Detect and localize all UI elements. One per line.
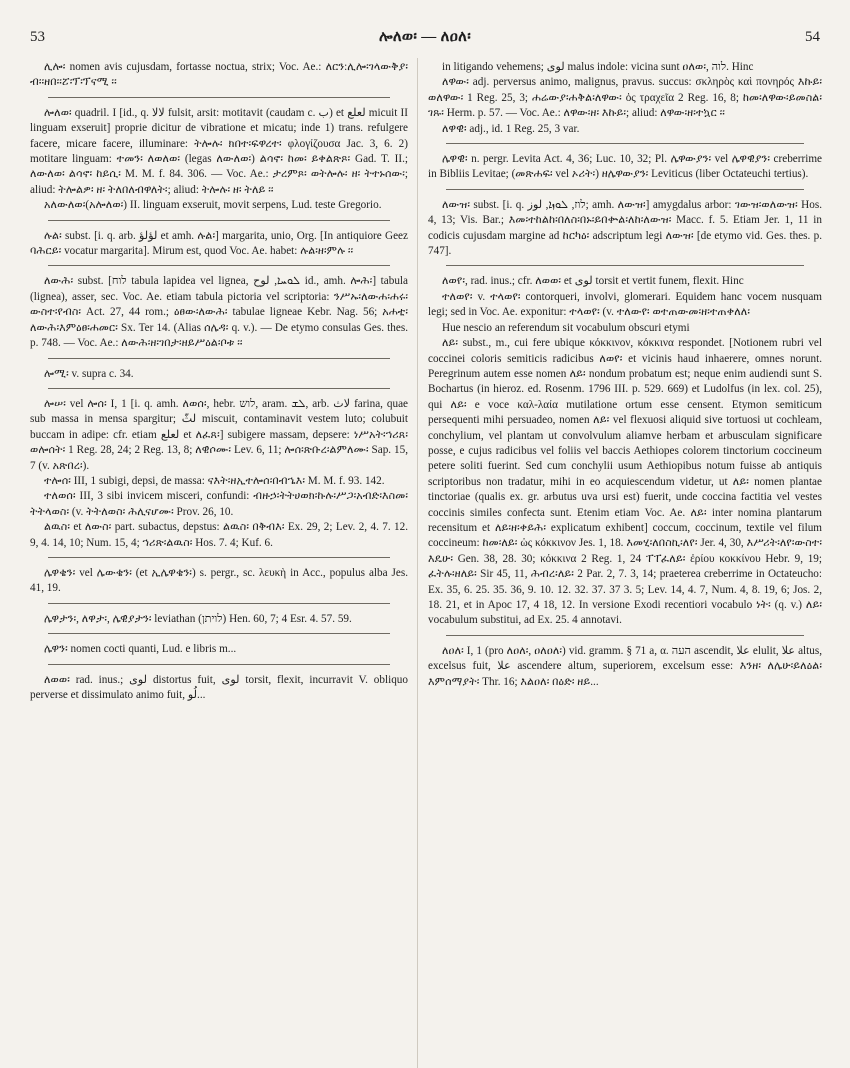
page-header [30,26,820,48]
dictionary-entry [428,644,822,690]
entry-paragraph: ሌዋቄን፡ vel ሌውቄን፡ (et ኢሌዋቄን፡) s. pergr., sc. λευκὴ in Acc., populus alba Jes. 41, 19. [30,566,408,595]
entry-paragraph: ለውሕ፡ subst. [לוח tabula lapidea vel lignea, ܠܘܚܐ, لوح id., amh. ሎሕ፡] tabula (lignea), asser, sec. Voc. Ae. etiam tabula pictoria vel scriptoria: ንሥኡ፡ለውሐ፡ሐሩ፡ውስተ፡የብስ፡ Act. 27, 44 rom.; ዕፀው፡ለውሕ፡ tabulae ligneae Kebr. Nag. 56; አሐቲ፡ለውሕ፡እምዕፀ፡ሐመር፡ Sx. Ter 14. (Alias ሰሌዳ፡ q. v.). — De etymo consulas Ges. thes. p. 748. — Voc. Ae.: ለውሕ፡ዘ፡ገበታ፡ዘይሥዕል፡ቦቱ ፡፡ [30,275,409,350]
dictionary-entry [30,229,408,260]
entry-separator [48,603,390,604]
entry-separator [48,97,390,98]
dictionary-entry [30,397,408,551]
dictionary-entry [30,60,408,91]
left-column [30,60,408,707]
dictionary-entry [428,274,822,628]
running-title: ሎለወ፡ — ለዐለ፡ [378,29,472,45]
right-column [428,60,822,694]
entry-paragraph: ሌዋታን፡, ለዋታ፡, ሌዊያታን፡ leviathan (לויתן) Hen. 60, 7; 4 Esr. 4. 57. 59. [44,612,352,625]
entry-paragraph: ለወየ፡, rad. inus.; cfr. ለወወ፡ et لوى torsit et vertit funem, flexit. Hinc [442,275,744,288]
entry-separator [48,265,390,266]
entry-separator [48,633,390,634]
dictionary-entry [30,612,408,627]
entry-paragraph: ሌዋዊ፡ n. pergr. Levita Act. 4, 36; Luc. 10, 32; Pl. ሌዋውያን፡ vel ሌዋዊያን፡ creberrime in Bibliis Levitae; (መጽሐፍ፡ vel ኦሪት፡) ዘሌዋውያን፡ Leviticus (liber Octateuchi tertius). [428,153,822,181]
entry-separator [48,358,390,359]
dictionary-entry [30,106,408,214]
entry-separator [48,220,390,221]
dictionary-entry [428,198,822,260]
dictionary-entry [30,274,408,351]
entry-paragraph: ለይ፡ subst., m., cui fere ubique κόκκινον, κόκκινα respondet. [Notionem rubri vel coccinei coloris semiticis radicibus ለወየ፡ et vicinis haud inhaerere, omnes norunt. Peregrinum autem esse nomen ለይ፡ nondum probatum est; neque enim audiendi sunt S. Bochartus (in hieroz. ed. Rosenm. 1796 III. p. 529. 669) et Ludolfus (in lex. col. 25), qui ለይ፡ e voce καλ-λαία mutilatione ortum esse censent. Etymon semiticum persequenti mihi persuadeo, nomen ለይ፡ vel flexuosi aliquid sive tortuosi ut cochleam, conchylium, vel plantam ut convolvulum aliamve herbam et arbusculam significare posse, e cujus radicibus vel foliis vel baccis Aethiopes colorem tinctorium coccineum petere soliti fuerint. Sed cum conchylii usum Aethiopibus notum fuisse ab antiquis scriptoribus non tradatur, mihi in eo acquiescendum videtur, ut ለይ፡ nomen plantae tinctoriae (qualis ex. gr. arbutus uva ursi est) fuerit, unde coccina factitia vel vestes coccinis similes confecta sunt. Etenim etiam Voc. Ae. ለይ፡ inter nomina plantarum recensitum et ለይ፡ዘ፡ቀይሕ፡ explicatum exhibent] coccum, coccinum, textile vel filum coccineum: ከመ፡ለይ፡ ὡς κόκκινον Jes. 1, 18. እመሂ፡ለበስኪ፡ለየ፡ Jer. 4, 30, እሥሪት፡ለየ፡ውስተ፡እዴሁ፡ Gen. 38, 28. 30; κόκκινα 2 Reg. 1, 24 ፐፐፈለይ፡ ἐρίου κοκκίνου Hebr. 9, 19; ፈትሉ፡ዘለይ፡ Sir 45, 11, ሕብረ፡ለይ፡ 2 Par. 2, 7. 3, 14; praeterea creberrime in Octateucho: Ex. 35, 6. 25. 35. 36, 9. 10. 12. 32. 37. 37 3. 5; Lev. 14, 4. 7, Num. 4, 8. 19, 6; Jos. 2, 18. 21, et in Apoc 17, 4 18, 12. In versione Exodi recentiori vocabulo ነት፡ (q. v.) ለይ፡ vocabulum substitui, ad Ex. 25. 4 annotavi. [428,337,822,627]
page-number-left: 53 [30,28,45,45]
dictionary-entry [428,152,822,183]
entry-paragraph: ለዋዊ፡ adj., id. 1 Reg. 25, 3 var. [442,122,580,135]
dictionary-entry [30,673,408,704]
entry-paragraph: ሌዋን፡ nomen cocti quanti, Lud. e libris m... [44,643,237,656]
entry-paragraph: ሎሠ፡ vel ሎሰ፡ I, 1 [i. q. amh. ለወሰ፡, hebr. לוש, aram. ܠܫ, arb. لاث farina, quae sub massa in mensa spargitur; لثّ miscuit, contaminavit vestem luto; colubuit buccam in adipe: cfr. etiam لعلع et ለፈጸ፡] subigere massam, depsere: ነሥአት፡ኀሪጸ፡ወሎሰት፡ 1 Reg. 28, 24; 2 Reg. 13, 8; ለዊሶሙ፡ Lev. 6, 11; ሎሰ፡ጽቡረ፡ልምለሙ፡ Sap. 15, 7 (v. አጽበረ፡). [30,397,409,472]
entry-paragraph: አለውለወ፡(አሎለወ፡) II. linguam exseruit, movit serpens, Lud. teste Gregorio. [44,199,382,212]
entry-paragraph: ተሎሰ፡ III, 1 subigi, depsi, de massa: ናእት፡ዘኢተሎሰ፡በብኄእ፡ M. M. f. 93. 142. [44,474,385,487]
entry-paragraph: in litigando vehemens; لوى malus indole: vicina sunt ዐለወ፡, לוה. Hinc [442,61,754,73]
entry-paragraph: ለወወ፡ rad. inus.; لوى distortus fuit, لوى torsit, flexit, incurravit V. obliquo perverse et dissimulato animo fuit, لُو... [30,673,408,701]
entry-paragraph: ሎለወ፡ quadril. I [id., q. لالا fulsit, arsit: motitavit (caudam c. ب) et لعلع micuit II linguam exseruit] proprie dicitur de vibratione et micatu; inde 1) trans. refulgere facere, micare facere, illuminare: ትሎሉ፡ ክበተ፡ፍዋረተ፡ φλογίζουσα Jac. 3, 6. 2) motitare linguam: ተመን፡ ለወለወ፡ (legas ለውለወ፡) ልሳኖ፡ ከመ፡ ይቀልጽጾ፡ Gad. T. II.; ለውለወ፡ ልሳኖ፡ ከይሲ፡ M. M. f. 84. 306. — Voc. Ae.: ታረምጾ፡ ወትሎሉ፡ ዘ፡ ትተኑሰው፡; aliud: ትሎልዎ፡ ዘ፡ ትለበለብዋለት፡; aliud: ትሎሉ፡ ዘ፡ ትለይ ፡፡ [30,106,408,196]
entry-paragraph: ለዋው፡ adj. perversus animo, malignus, pravus. succus: σκληρὸς καὶ πονηρός እኩይ፡ወለዋው፡ 1 Reg. 25, 3; ሐሬውያ፡ሐቅል፡ለዋው፡ ὁς τραχεῖα 2 Reg. 16, 8; ከመ፡ለዋው፡ይመስል፡ገጹ፡ Herm. p. 57. — Voc. Ae.: ለዋው፡ዘ፡ እኩይ፡; aliud: ለዋው፡ዘ፡ተኳር ፡፡ [428,76,822,120]
entry-paragraph: ለውዝ፡ subst. [i. q. לוז, ܠܘܙܐ, لوز; amh. ለውዝ፡] amygdalus arbor: ገውዝ፡ወለውዝ፡ Hos. 4, 13; Vis. Bar.; እመ፡ተከልከ፡በለስ፡በኑ፡ይበቍል፡ለከ፡ለውዝ፡ Macc. f. 5. Etiam Jer. 1, 11 in codicis cujusdam margine ad ከርካዕ፡ adscriptum legi ለውዝ፡ [de etymo vid. Ges. thes. p. 747]. [428,198,822,258]
entry-paragraph: ሎሚ፡ v. supra c. 34. [44,367,134,380]
entry-separator [48,664,390,665]
dictionary-entry [428,60,822,137]
dictionary-entry [30,367,408,382]
entry-separator [48,557,390,558]
entry-paragraph: ልዉስ፡ et ለውስ፡ part. subactus, depstus: ልዉስ፡ በቅብእ፡ Ex. 29, 2; Lev. 2, 4. 7. 12. 9, 4. 14, 10; Num. 15, 4; ኀሪጽ፡ልዉስ፡ Hos. 7. 4; Kuf. 6. [30,521,408,549]
entry-paragraph: ተለወሰ፡ III, 3 sibi invicem misceri, confundi: ብዙኃ፡ትትሀወክ፡ኩሉ፡ሥጋ፡አብድ፡እስመ፡ትትላወስ፡ (v. ትትለወስ፡ ሕሊናሆሙ፡ Prov. 26, 10. [30,490,408,518]
column-divider [417,58,418,1068]
dictionary-entry [30,566,408,597]
page-number-right: 54 [805,28,820,45]
entry-separator [446,635,804,636]
entry-separator [48,388,390,389]
entry-separator [446,143,804,144]
entry-separator [446,189,804,190]
entry-paragraph: ለዐለ፡ I, 1 (pro ለዐለ፡, ዐለዐለ፡) vid. gramm. § 71 a, α. העה ascendit, علا elulit, علا altus, excelsus fuit, علا ascendere altum, superiorem, excelsum esse: እንዘ፡ ለሌሁ፡ይለዕል፡ እምሰማያት፡ Thr. 16; እልዐለ፡ በዕድ፡ ዘይ... [428,644,823,688]
entry-paragraph: ሉል፡ subst. [i. q. arb. لؤلؤ et amh. ሉል፡] margarita, unio, Org. [In antiquiore Geez ባሕርይ፡ vocatur margarita]. Mirum est, quod Voc. Ae. habet: ሉል፡ዘ፡ምሉ ፡፡ [30,229,408,258]
entry-separator [446,265,804,266]
entry-paragraph: ሊሎ፡ nomen avis cujusdam, fortasse noctua, strix; Voc. Ae.: ለርን:ሊሎ፡ገላውቅያ፡ብ፡፡ዘበ፡፡ፘ፡ፕ፡ፕናሚ ፡፡ [30,61,408,89]
entry-paragraph: ተለወየ፡ v. ተላወየ፡ contorqueri, involvi, glomerari. Equidem hanc vocem nusquam legi; sed in Voc. Ae. exponitur: ተላወየ፡ (v. ተለውየ፡ ወተጠውመ፡ዘ፡ተጠቀለለ፡ [428,290,822,319]
dictionary-entry [30,642,408,657]
entry-paragraph: Hue nescio an referendum sit vocabulum obscuri etymi [442,321,690,334]
